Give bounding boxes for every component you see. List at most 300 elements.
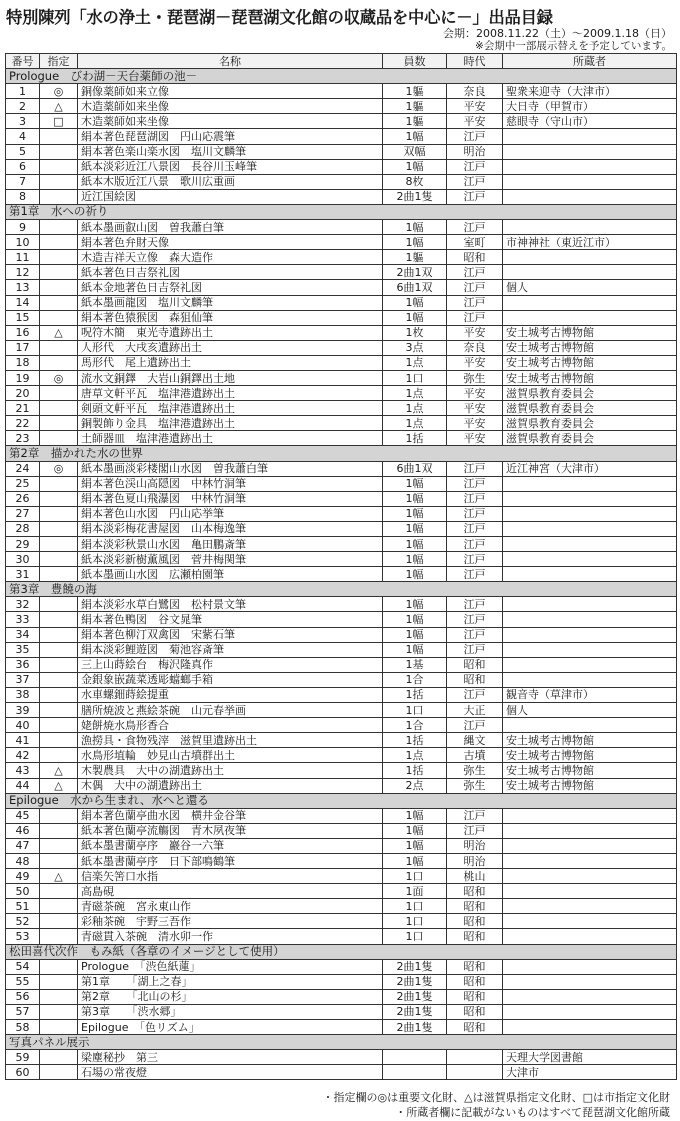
cell-name: 青磁貫入茶碗 清水卯一作 [78,929,383,944]
section-title: 第2章 描かれた水の世界 [6,446,677,461]
cell-quantity: 1幅 [383,310,447,325]
cell-era [447,1050,503,1065]
table-row [6,778,677,793]
cell-name: 膳所焼波と燕絵茶碗 山元春挙画 [78,703,383,718]
cell-quantity: 1軀 [383,114,447,129]
table-row [6,1050,677,1065]
cell-designation: □ [40,114,78,129]
cell-designation [40,612,78,627]
cell-number: 44 [6,778,40,793]
cell-era: 平安 [447,325,503,340]
cell-designation: △ [40,99,78,114]
cell-name: 紙本墨書蘭亭序 日下部鳴鶴筆 [78,853,383,868]
cell-designation [40,265,78,280]
table-row [6,853,677,868]
cell-owner: 近江神宮（大津市） [503,461,677,476]
cell-designation [40,506,78,521]
cell-number: 17 [6,340,40,355]
cell-name: 絹本著色弁財天像 [78,235,383,250]
cell-number: 58 [6,1020,40,1035]
cell-designation [40,386,78,401]
cell-quantity: 2曲1隻 [383,974,447,989]
cell-era: 江戸 [447,808,503,823]
cell-owner [503,521,677,536]
cell-name: 絹本淡彩鯉遊図 菊池容斎筆 [78,642,383,657]
cell-owner: 安土城考古博物館 [503,325,677,340]
cell-quantity: 6曲1双 [383,280,447,295]
table-row [6,672,677,687]
col-header-designation: 指定 [40,54,78,69]
table-row [6,491,677,506]
footnote-designation: ・指定欄の◎は重要文化財、△は滋賀県指定文化財、□は市指定文化財 [322,1091,670,1104]
cell-era: 江戸 [447,280,503,295]
cell-designation [40,537,78,552]
cell-designation [40,521,78,536]
cell-number: 47 [6,838,40,853]
col-header-era: 時代 [447,54,503,69]
cell-owner: 安土城考古博物館 [503,340,677,355]
cell-quantity: 1幅 [383,235,447,250]
cell-era: 江戸 [447,612,503,627]
cell-number: 35 [6,642,40,657]
table-row [6,884,677,899]
cell-era: 明治 [447,853,503,868]
cell-name: 木造吉祥天立像 森大造作 [78,250,383,265]
table-row [6,899,677,914]
table-row [6,159,677,174]
cell-name: 漁撈具・食物残滓 滋賀里遺跡出土 [78,733,383,748]
section-title: 第1章 水への祈り [6,204,677,219]
cell-era: 平安 [447,355,503,370]
cell-designation [40,159,78,174]
cell-name: 紙本墨画淡彩楼閣山水図 曽我蕭白筆 [78,461,383,476]
cell-name: 絹本著色夏山飛瀑図 中林竹洞筆 [78,491,383,506]
cell-era: 江戸 [447,189,503,204]
table-row [6,174,677,189]
cell-designation [40,823,78,838]
cell-owner: 大津市 [503,1065,677,1080]
cell-designation [40,808,78,823]
cell-name: 人形代 大戌亥遺跡出土 [78,340,383,355]
cell-era: 江戸 [447,506,503,521]
cell-owner: 個人 [503,703,677,718]
cell-name: 剣頭文軒平瓦 塩津港遺跡出土 [78,401,383,416]
table-row [6,431,677,446]
cell-designation [40,884,78,899]
cell-quantity: 1括 [383,687,447,702]
cell-number: 36 [6,657,40,672]
cell-name: 第3章 「渋水郷」 [78,1004,383,1019]
cell-owner [503,989,677,1004]
cell-era: 平安 [447,416,503,431]
cell-quantity: 2曲1隻 [383,989,447,1004]
cell-name: 紙本墨画山水図 広瀬柏園筆 [78,567,383,582]
table-row [6,657,677,672]
cell-era: 江戸 [447,552,503,567]
cell-era: 桃山 [447,869,503,884]
cell-era: 江戸 [447,597,503,612]
section-title: Prologue びわ湖－天台薬師の池－ [6,69,677,84]
cell-name: 流水文銅鐸 大岩山銅鐸出土地 [78,370,383,385]
cell-quantity: 1幅 [383,597,447,612]
cell-quantity: 1幅 [383,129,447,144]
table-row [6,220,677,235]
cell-number: 39 [6,703,40,718]
cell-number: 49 [6,869,40,884]
cell-owner [503,974,677,989]
table-row [6,114,677,129]
cell-owner [503,174,677,189]
cell-owner [503,144,677,159]
cell-number: 30 [6,552,40,567]
cell-designation: △ [40,869,78,884]
cell-name: 彩釉茶碗 宇野三吾作 [78,914,383,929]
cell-number: 52 [6,914,40,929]
cell-designation [40,1020,78,1035]
cell-owner [503,899,677,914]
cell-quantity: 1幅 [383,612,447,627]
cell-quantity: 1口 [383,869,447,884]
cell-owner [503,1020,677,1035]
cell-owner: 大日寺（甲賀市） [503,99,677,114]
cell-number: 13 [6,280,40,295]
cell-quantity: 2曲1隻 [383,959,447,974]
cell-designation [40,189,78,204]
cell-number: 32 [6,597,40,612]
cell-designation: △ [40,778,78,793]
cell-number: 4 [6,129,40,144]
cell-owner [503,657,677,672]
cell-designation [40,310,78,325]
cell-owner [503,1004,677,1019]
cell-owner [503,506,677,521]
cell-era: 昭和 [447,899,503,914]
table-row [6,718,677,733]
cell-owner [503,672,677,687]
cell-owner [503,869,677,884]
cell-number: 40 [6,718,40,733]
cell-owner: 安土城考古博物館 [503,370,677,385]
cell-era: 弥生 [447,763,503,778]
table-row [6,506,677,521]
cell-name: 唐草文軒平瓦 塩津港遺跡出土 [78,386,383,401]
table-row [6,99,677,114]
cell-era: 江戸 [447,310,503,325]
cell-owner [503,627,677,642]
cell-name: 紙本淡彩近江八景図 長谷川玉峰筆 [78,159,383,174]
cell-designation [40,431,78,446]
cell-quantity: 1軀 [383,84,447,99]
section-row [6,944,677,959]
cell-quantity: 2曲1双 [383,265,447,280]
cell-era: 昭和 [447,884,503,899]
cell-number: 21 [6,401,40,416]
cell-era: 江戸 [447,718,503,733]
cell-name: 近江国絵図 [78,189,383,204]
cell-designation [40,174,78,189]
cell-era: 江戸 [447,687,503,702]
cell-quantity: 1幅 [383,220,447,235]
cell-designation [40,567,78,582]
cell-era: 昭和 [447,1020,503,1035]
cell-number: 12 [6,265,40,280]
cell-owner [503,189,677,204]
cell-quantity: 1点 [383,386,447,401]
cell-number: 37 [6,672,40,687]
cell-designation: ◎ [40,370,78,385]
cell-name: 紙本金地著色日吉祭礼図 [78,280,383,295]
table-row [6,612,677,627]
col-header-quantity: 員数 [383,54,447,69]
cell-name: 絹本著色鴨図 谷文晁筆 [78,612,383,627]
cell-designation [40,914,78,929]
cell-designation: ◎ [40,84,78,99]
cell-era: 昭和 [447,672,503,687]
cell-quantity: 1合 [383,718,447,733]
cell-designation: △ [40,325,78,340]
cell-number: 24 [6,461,40,476]
cell-quantity: 2曲1隻 [383,1004,447,1019]
cell-number: 41 [6,733,40,748]
cell-number: 26 [6,491,40,506]
cell-name: 水鳥形埴輪 妙見山古墳群出土 [78,748,383,763]
cell-owner [503,612,677,627]
cell-quantity: 1括 [383,763,447,778]
cell-name: 梁塵秘抄 第三 [78,1050,383,1065]
cell-designation [40,552,78,567]
cell-era: 昭和 [447,959,503,974]
cell-era: 平安 [447,114,503,129]
cell-quantity: 1幅 [383,537,447,552]
cell-designation: △ [40,763,78,778]
cell-era: 江戸 [447,537,503,552]
cell-name: 三上山蒔絵台 梅沢隆真作 [78,657,383,672]
cell-number: 28 [6,521,40,536]
cell-owner: 滋賀県教育委員会 [503,416,677,431]
cell-era: 弥生 [447,370,503,385]
cell-quantity: 双幅 [383,144,447,159]
cell-number: 60 [6,1065,40,1080]
table-row [6,748,677,763]
cell-quantity: 1面 [383,884,447,899]
cell-quantity: 2曲1隻 [383,189,447,204]
cell-era: 昭和 [447,1004,503,1019]
cell-number: 16 [6,325,40,340]
table-row [6,974,677,989]
table-row [6,84,677,99]
table-row [6,310,677,325]
cell-quantity: 1幅 [383,159,447,174]
cell-quantity: 1幅 [383,567,447,582]
section-title: 松田喜代次作 もみ紙（各章のイメージとして使用） [6,944,677,959]
cell-designation: ◎ [40,461,78,476]
cell-quantity: 1幅 [383,838,447,853]
table-row [6,597,677,612]
cell-quantity: 1点 [383,401,447,416]
cell-owner: 安土城考古博物館 [503,733,677,748]
cell-number: 3 [6,114,40,129]
cell-name: 石場の常夜燈 [78,1065,383,1080]
cell-designation [40,899,78,914]
table-row [6,808,677,823]
cell-designation [40,280,78,295]
section-row [6,1035,677,1050]
cell-name: 絹本著色猿猴図 森狙仙筆 [78,310,383,325]
cell-name: 紙本墨書蘭亭序 巖谷一六筆 [78,838,383,853]
cell-name: 木偶 大中の湖遺跡出土 [78,778,383,793]
cell-owner [503,310,677,325]
table-row [6,461,677,476]
cell-name: 紙本著色蘭亭流觴図 青木夙夜筆 [78,823,383,838]
table-row [6,703,677,718]
cell-designation [40,748,78,763]
cell-number: 38 [6,687,40,702]
cell-quantity: 1幅 [383,506,447,521]
cell-owner: 安土城考古博物館 [503,763,677,778]
cell-name: 紙本著色日吉祭礼図 [78,265,383,280]
cell-designation [40,1050,78,1065]
cell-era: 江戸 [447,129,503,144]
cell-designation [40,1004,78,1019]
table-row [6,989,677,1004]
cell-quantity: 8枚 [383,174,447,189]
cell-number: 10 [6,235,40,250]
cell-era: 昭和 [447,250,503,265]
cell-quantity: 1幅 [383,476,447,491]
cell-owner [503,552,677,567]
cell-quantity: 2点 [383,778,447,793]
table-row [6,355,677,370]
cell-era: 江戸 [447,627,503,642]
cell-quantity: 3点 [383,340,447,355]
table-header-row [6,54,677,69]
cell-quantity [383,1065,447,1080]
cell-quantity: 1括 [383,733,447,748]
cell-number: 55 [6,974,40,989]
cell-designation [40,144,78,159]
cell-era: 江戸 [447,567,503,582]
table-row [6,838,677,853]
section-title: Epilogue 水から生まれ、水へと還る [6,793,677,808]
cell-era [447,1065,503,1080]
cell-designation [40,974,78,989]
table-row [6,476,677,491]
cell-designation [40,687,78,702]
cell-number: 27 [6,506,40,521]
table-body [6,69,677,1080]
cell-era: 明治 [447,838,503,853]
cell-quantity: 1幅 [383,853,447,868]
cell-designation [40,959,78,974]
cell-number: 7 [6,174,40,189]
table-row [6,295,677,310]
cell-designation [40,401,78,416]
cell-quantity: 1幅 [383,295,447,310]
cell-era: 江戸 [447,642,503,657]
table-row [6,642,677,657]
cell-designation [40,838,78,853]
cell-name: 紙本墨画叡山図 曽我蕭白筆 [78,220,383,235]
section-row [6,69,677,84]
cell-era: 平安 [447,431,503,446]
cell-designation [40,672,78,687]
cell-name: 木造薬師如来坐像 [78,114,383,129]
cell-era: 江戸 [447,295,503,310]
cell-quantity: 1口 [383,899,447,914]
cell-era: 江戸 [447,265,503,280]
cell-name: 絹本淡彩水草白鷺図 松村景文筆 [78,597,383,612]
cell-number: 20 [6,386,40,401]
cell-designation [40,476,78,491]
table-row [6,325,677,340]
cell-era: 昭和 [447,914,503,929]
cell-designation [40,355,78,370]
table-row [6,567,677,582]
cell-name: 木造薬師如来坐像 [78,99,383,114]
cell-designation [40,220,78,235]
cell-owner [503,265,677,280]
cell-era: 江戸 [447,476,503,491]
cell-owner: 安土城考古博物館 [503,355,677,370]
cell-name: 土師器皿 塩津港遺跡出土 [78,431,383,446]
cell-owner [503,808,677,823]
cell-quantity: 1枚 [383,325,447,340]
cell-name: Epilogue 「色リズム」 [78,1020,383,1035]
cell-quantity: 1幅 [383,491,447,506]
section-row [6,446,677,461]
cell-era: 昭和 [447,657,503,672]
section-row [6,793,677,808]
table-row [6,763,677,778]
cell-era: 大正 [447,703,503,718]
cell-name: 信楽矢筈口水指 [78,869,383,884]
cell-designation [40,627,78,642]
cell-owner [503,642,677,657]
table-row [6,959,677,974]
cell-era: 江戸 [447,461,503,476]
cell-number: 25 [6,476,40,491]
table-row [6,280,677,295]
cell-quantity: 6曲1双 [383,461,447,476]
cell-era: 平安 [447,386,503,401]
cell-quantity: 1口 [383,703,447,718]
footnote-owner: ・所蔵者欄に記載がないものはすべて琵琶湖文化館所蔵 [395,1106,670,1119]
cell-quantity: 1幅 [383,642,447,657]
cell-era: 江戸 [447,491,503,506]
cell-designation [40,718,78,733]
cell-number: 51 [6,899,40,914]
cell-owner: 天理大学図書館 [503,1050,677,1065]
cell-designation [40,250,78,265]
cell-number: 15 [6,310,40,325]
table-row [6,340,677,355]
cell-number: 59 [6,1050,40,1065]
cell-name: 水車螺鈿蒔絵提重 [78,687,383,702]
cell-owner [503,823,677,838]
cell-name: 第2章 「北山の杉」 [78,989,383,1004]
cell-owner [503,567,677,582]
table-row [6,537,677,552]
cell-designation [40,989,78,1004]
cell-era: 江戸 [447,521,503,536]
cell-quantity: 1幅 [383,823,447,838]
cell-quantity: 1幅 [383,552,447,567]
cell-name: 呪符木簡 東光寺遺跡出土 [78,325,383,340]
cell-era: 江戸 [447,174,503,189]
cell-quantity: 1軀 [383,99,447,114]
cell-designation [40,129,78,144]
table-row [6,552,677,567]
